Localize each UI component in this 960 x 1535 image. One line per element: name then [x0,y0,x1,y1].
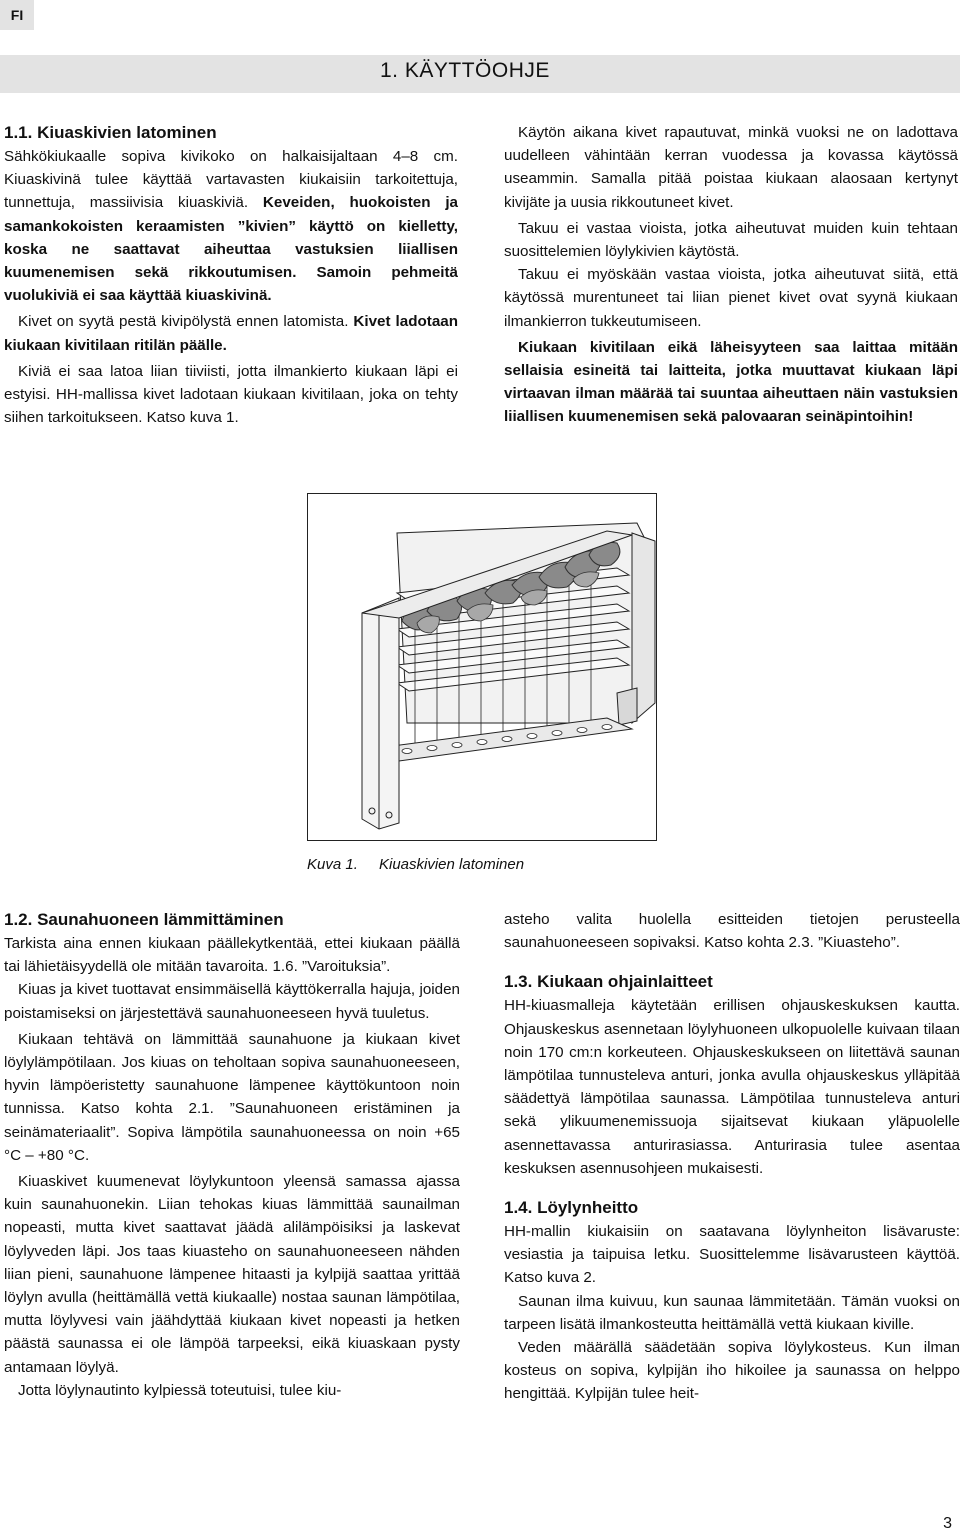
chapter-title: 1. KÄYTTÖOHJE [380,59,550,82]
paragraph: Kiviä ei saa latoa liian tiiviisti, jotta ilmankierto kiukaan läpi ei estyisi. HH-mallissa kivet ladotaan kiukaan kivitilaan, joka on tehty siihen tarkoitukseen. Katso kuva 1. [4,362,458,427]
paragraph: Kiuaskivet kuumenevat löylykuntoon yleensä samassa ajassa kuin saunahuonekin. Liian tehokas kiuas lämmittää saunailman nopeasti, mutta kivet saattavat jäädä alilämpöisiksi ja laskevat löylyveden läpi. Jos taas kiuasteho on saunahuoneeseen nähden liian pieni, saunahuone lämpenee hitaasti ja kylpijä saattaa yrittää löylyn avulla (heittämällä vettä kiukaalle) nostaa saunan lämpötilaa, mutta löylyvesi vain jäähdyttää kiukaan kivet nopeasti ja hetken päästä saunassa ei ole lämpöä tarpeeksi, eikä kiuaskaan pysty antamaan löylyä. [4,1173,460,1376]
paragraph: Kivet on syytä pestä kivipölystä ennen latomista. Kivet ladotaan kiukaan kivitilaan ritilän päälle. [4,313,458,354]
warning-paragraph: Kiukaan kivitilaan eikä läheisyyteen saa laittaa mitään sellaisia esineitä tai laitteita, jotka muuttavat kiukaan läpi virtaavan ilman määrää tai suuntaa aiheuttaen näin vastuksien liiallisen kuumenemisen sekä palovaaran seinäpintoihin! [504,338,958,426]
paragraph: HH-mallin kiukaisiin on saatavana löylynheiton lisävaruste: vesiastia ja taipuisa letku. Suosittelemme lisävarusteen käyttöä. Katso kuva 2. [504,1223,960,1287]
sections-right [504,908,960,1406]
paragraph: HH-kiuasmalleja käytetään erillisen ohjauskeskuksen kautta. Ohjauskeskus asennetaan löylyhuoneen ulkopuolelle kuivaan tilaan noin 170 cm:n korkeuteen. Ohjauskeskukseen on liitettävä saunan lämpötilaa tunnusteleva anturi, jonka avulla ohjauskeskus ylläpitää säädettyä lämpötilaa saunassa. Lämpötilaa tunnusteleva anturi sekä ylikuumenemissuoja sijaitsevat kiukaan yläpuolelle asennettavassa anturirasiassa. Anturirasia tulee asentaa keskuksen asennusohjeen mukaisesti. [504,997,960,1177]
page-number: 3 [943,1515,952,1532]
paragraph: Kiuas ja kivet tuottavat ensimmäisellä käyttökerralla hajuja, joiden poistamiseksi on järjestettävä saunahuoneeseen hyvä tuuletus. [4,981,460,1022]
figure-caption [307,856,524,873]
heading-1-2: 1.2. Saunahuoneen lämmittäminen [4,910,284,929]
paragraph: Tarkista aina ennen kiukaan päällekytkentää, ettei kiukaan päällä tai lähietäisyydellä ole mitään tavaroita. 1.6. ”Varoituksia”. [4,935,460,976]
section-1-2 [4,908,460,1402]
paragraph: Kiukaan tehtävä on lämmittää saunahuone ja kiukaan kivet löylylämpötilaan. Jos kiuas on teholtaan sopiva saunahuoneeseen, hyvin lämpöeristetty saunahuone lämpenee käyttökuntoon noin tunnissa. Katso kohta 2.1. ”Saunahuoneen eristäminen ja seinämateriaalit”. Sopiva lämpötila saunahuoneessa on noin +65 °C – +80 °C. [4,1030,460,1164]
section-1-1-right [504,121,958,429]
paragraph: Sähkökiukaalle sopiva kivikoko on halkaisijaltaan 4–8 cm. Kiuaskivinä tulee käyttää vartavasten kiukaisiin tarkoitettuja, tunnettuja, massiivisia kiuaskiviä. Keveiden, huokoisten ja samankokoisten keraamisten ”kivien” käyttö on kielletty, koska ne saattavat aiheuttaa vastuksien liiallisen kuumenemisen sekä rikkoutumisen. Samoin pehmeitä vuolukiviä ei saa käyttää kiuaskivinä. [4,148,458,305]
heading-1-3: 1.3. Kiukaan ohjainlaitteet [504,972,713,992]
section-1-1-left [4,121,458,429]
paragraph: Veden määrällä säädetään sopiva löylykosteus. Kun ilman kosteus on sopiva, kylpijän iho hikoilee ja saunassa on helppo hengittää. Kylpijän tulee heit- [504,1339,960,1403]
heading-1-1: 1.1. Kiuaskivien latominen [4,123,217,142]
figure-caption-text: Kiuaskivien latominen [379,856,525,873]
paragraph: Takuu ei myöskään vastaa vioista, jotka aiheutuvat siitä, että käytössä murentuneet tai liian pienet kivet ovat syynä kiukaan ilmankierron tukkeutumiseen. [504,266,958,330]
heading-1-4: 1.4. Löylynheitto [504,1198,639,1218]
paragraph: Takuu ei vastaa vioista, jotka aiheutuvat muiden kuin tehtaan suosittelemien löylykivien käytöstä. [504,219,958,261]
paragraph: asteho valita huolella esitteiden tietojen perusteella saunahuoneeseen sopivaksi. Katso kohta 2.3. ”Kiuasteho”. [504,911,960,952]
paragraph: Saunan ilma kuivuu, kun saunaa lämmitetään. Tämän vuoksi on tarpeen lisätä ilmankosteutta heittämällä vettä kiukaan kiville. [504,1292,960,1333]
paragraph: Käytön aikana kivet rapautuvat, minkä vuoksi ne on ladottava uudelleen vähintään kerran vuodessa ja kovassa käytössä useammin. Samalla pitää poistaa kiukaan alaosaan kertynyt kivijäte ja uusia rikkoutuneet kivet. [504,124,958,211]
sauna-heater-stones-illustration [307,493,657,841]
figure-label: Kuva 1. [307,856,358,873]
paragraph: Jotta löylynautinto kylpiessä toteutuisi, tulee kiu- [18,1381,342,1399]
language-tab: FI [0,0,34,30]
